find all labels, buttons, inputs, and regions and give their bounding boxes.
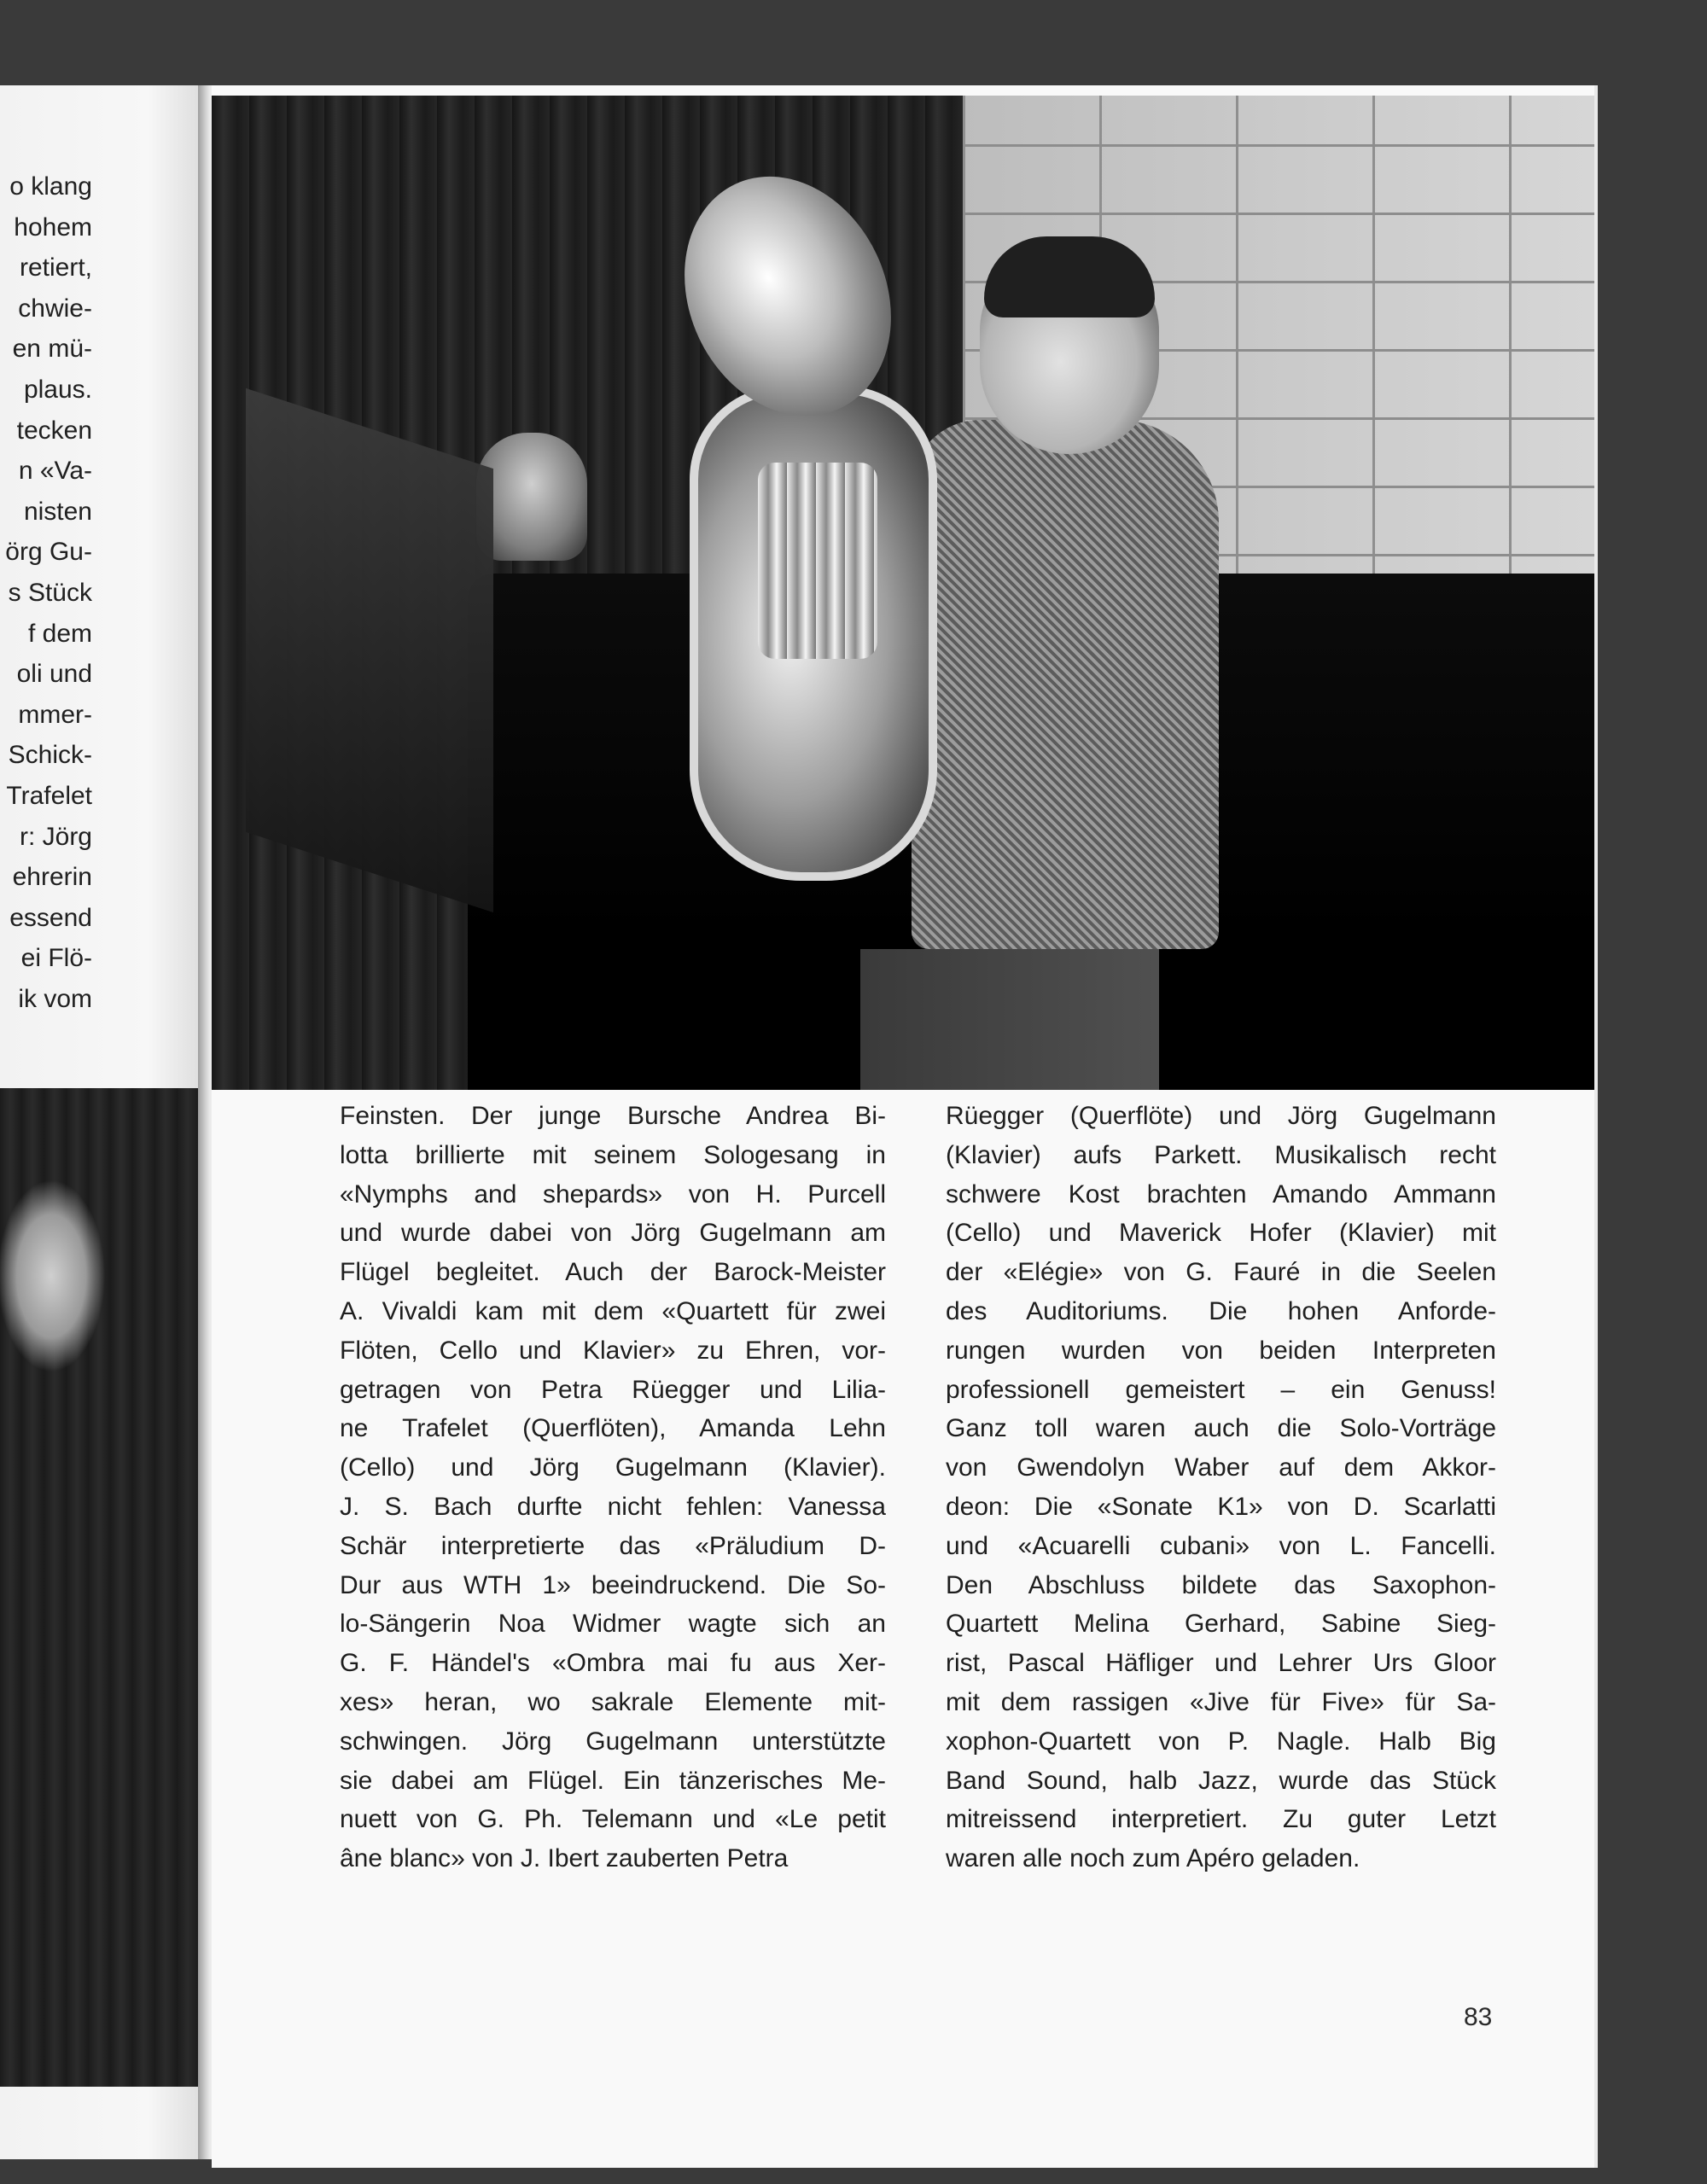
text-line: und «Acuarelli cubani» von L. Fancelli.	[946, 1531, 1496, 1560]
text-line: essend	[9, 903, 92, 932]
text-line: professionell gemeistert – ein Genuss!	[946, 1375, 1496, 1404]
text-line: xes» heran, wo sakrale Elemente mit-	[340, 1687, 886, 1716]
player-shirt	[912, 420, 1219, 949]
text-line: Trafelet	[6, 781, 92, 810]
text-line: ik vom	[18, 984, 92, 1013]
text-line: sie dabei am Flügel. Ein tänzerisches Me-	[340, 1766, 886, 1795]
text-line: rungen wurden von beiden Interpreten	[946, 1336, 1496, 1365]
text-line: deon: Die «Sonate K1» von D. Scarlatti	[946, 1492, 1496, 1521]
text-line: G. F. Händel's «Ombra mai fu aus Xer-	[340, 1649, 886, 1678]
text-line: tecken	[16, 416, 92, 445]
text-line: n «Va-	[18, 457, 92, 486]
text-line: (Klavier) aufs Parkett. Musikalisch recht	[946, 1140, 1496, 1169]
text-line: âne blanc» von J. Ibert zauberten Petra	[340, 1844, 789, 1873]
text-line: (Cello) und Maverick Hofer (Klavier) mit	[946, 1219, 1496, 1248]
text-line: Feinsten. Der junge Bursche Andrea Bi-	[340, 1102, 886, 1130]
text-line: o klang	[9, 172, 92, 201]
text-line: des Auditoriums. Die hohen Anforde-	[946, 1296, 1496, 1325]
text-line: f dem	[27, 619, 92, 648]
text-line: und wurde dabei von Jörg Gugelmann am	[340, 1219, 886, 1248]
text-line: örg Gu-	[5, 538, 92, 567]
text-line: mit dem rassigen «Jive für Five» für Sa-	[946, 1687, 1496, 1716]
text-line: Flügel begleitet. Auch der Barock-Meister	[340, 1258, 886, 1287]
text-line: getragen von Petra Rüegger und Lilia-	[340, 1375, 886, 1404]
article-column-left	[340, 1097, 886, 1878]
left-page	[0, 85, 212, 2159]
text-line: lotta brillierte mit seinem Sologesang in	[340, 1140, 886, 1169]
text-line: von Gwendolyn Waber auf dem Akkor-	[946, 1453, 1496, 1482]
player-hair	[984, 236, 1155, 317]
text-line: schwere Kost brachten Amando Ammann	[946, 1179, 1496, 1208]
left-page-text-column	[0, 166, 92, 1019]
text-line: waren alle noch zum Apéro geladen.	[946, 1844, 1360, 1873]
text-line: mmer-	[18, 700, 92, 729]
article-column-right	[946, 1097, 1496, 1878]
text-line: A. Vivaldi kam mit dem «Quartett für zwei	[340, 1296, 886, 1325]
text-line: nisten	[23, 497, 92, 526]
text-line: Ganz toll waren auch die Solo-Vorträge	[946, 1414, 1496, 1443]
tuba-player-photo	[212, 96, 1594, 1090]
text-line: Dur aus WTH 1» beeindruckend. Die So-	[340, 1570, 886, 1599]
text-line: hohem	[14, 213, 92, 242]
text-line: xophon-Quartett von P. Nagle. Halb Big	[946, 1727, 1496, 1756]
text-line: lo-Sängerin Noa Widmer wagte sich an	[340, 1610, 886, 1639]
text-line: Band Sound, halb Jazz, wurde das Stück	[946, 1766, 1496, 1795]
text-line: s Stück	[8, 578, 92, 607]
text-line: Rüegger (Querflöte) und Jörg Gugelmann	[946, 1102, 1496, 1130]
text-line: ehrerin	[12, 863, 92, 892]
text-line: plaus.	[23, 375, 92, 404]
text-line: Schär interpretierte das «Präludium D-	[340, 1531, 886, 1560]
text-line: nuett von G. Ph. Telemann und «Le petit	[340, 1805, 886, 1834]
text-line: ne Trafelet (Querflöten), Amanda Lehn	[340, 1414, 886, 1443]
text-line: der «Elégie» von G. Fauré in die Seelen	[946, 1258, 1496, 1287]
text-line: Quartett Melina Gerhard, Sabine Sieg-	[946, 1610, 1496, 1639]
text-line: en mü-	[12, 335, 92, 364]
left-page-photo	[0, 1088, 198, 2087]
player-legs	[860, 949, 1159, 1090]
text-line: schwingen. Jörg Gugelmann unterstützte	[340, 1727, 886, 1756]
text-line: (Cello) und Jörg Gugelmann (Klavier).	[340, 1453, 886, 1482]
text-line: retiert,	[19, 253, 92, 282]
text-line: Den Abschluss bildete das Saxophon-	[946, 1570, 1496, 1599]
page-number: 83	[1464, 2003, 1493, 2031]
text-line: ei Flö-	[20, 944, 92, 973]
text-line: mitreissend interpretiert. Zu guter Letzt	[946, 1805, 1496, 1834]
text-line: oli und	[16, 660, 92, 689]
euphonium-valves	[758, 463, 877, 659]
text-line: «Nymphs and shepards» von H. Purcell	[340, 1179, 886, 1208]
text-line: J. S. Bach durfte nicht fehlen: Vanessa	[340, 1492, 886, 1521]
music-stand	[246, 388, 493, 912]
text-line: Schick-	[8, 741, 92, 770]
text-line: Flöten, Cello und Klavier» zu Ehren, vor-	[340, 1336, 886, 1365]
text-line: r: Jörg	[19, 822, 92, 851]
text-line: rist, Pascal Häfliger und Lehrer Urs Gloor	[946, 1649, 1496, 1678]
text-line: chwie-	[18, 294, 92, 323]
